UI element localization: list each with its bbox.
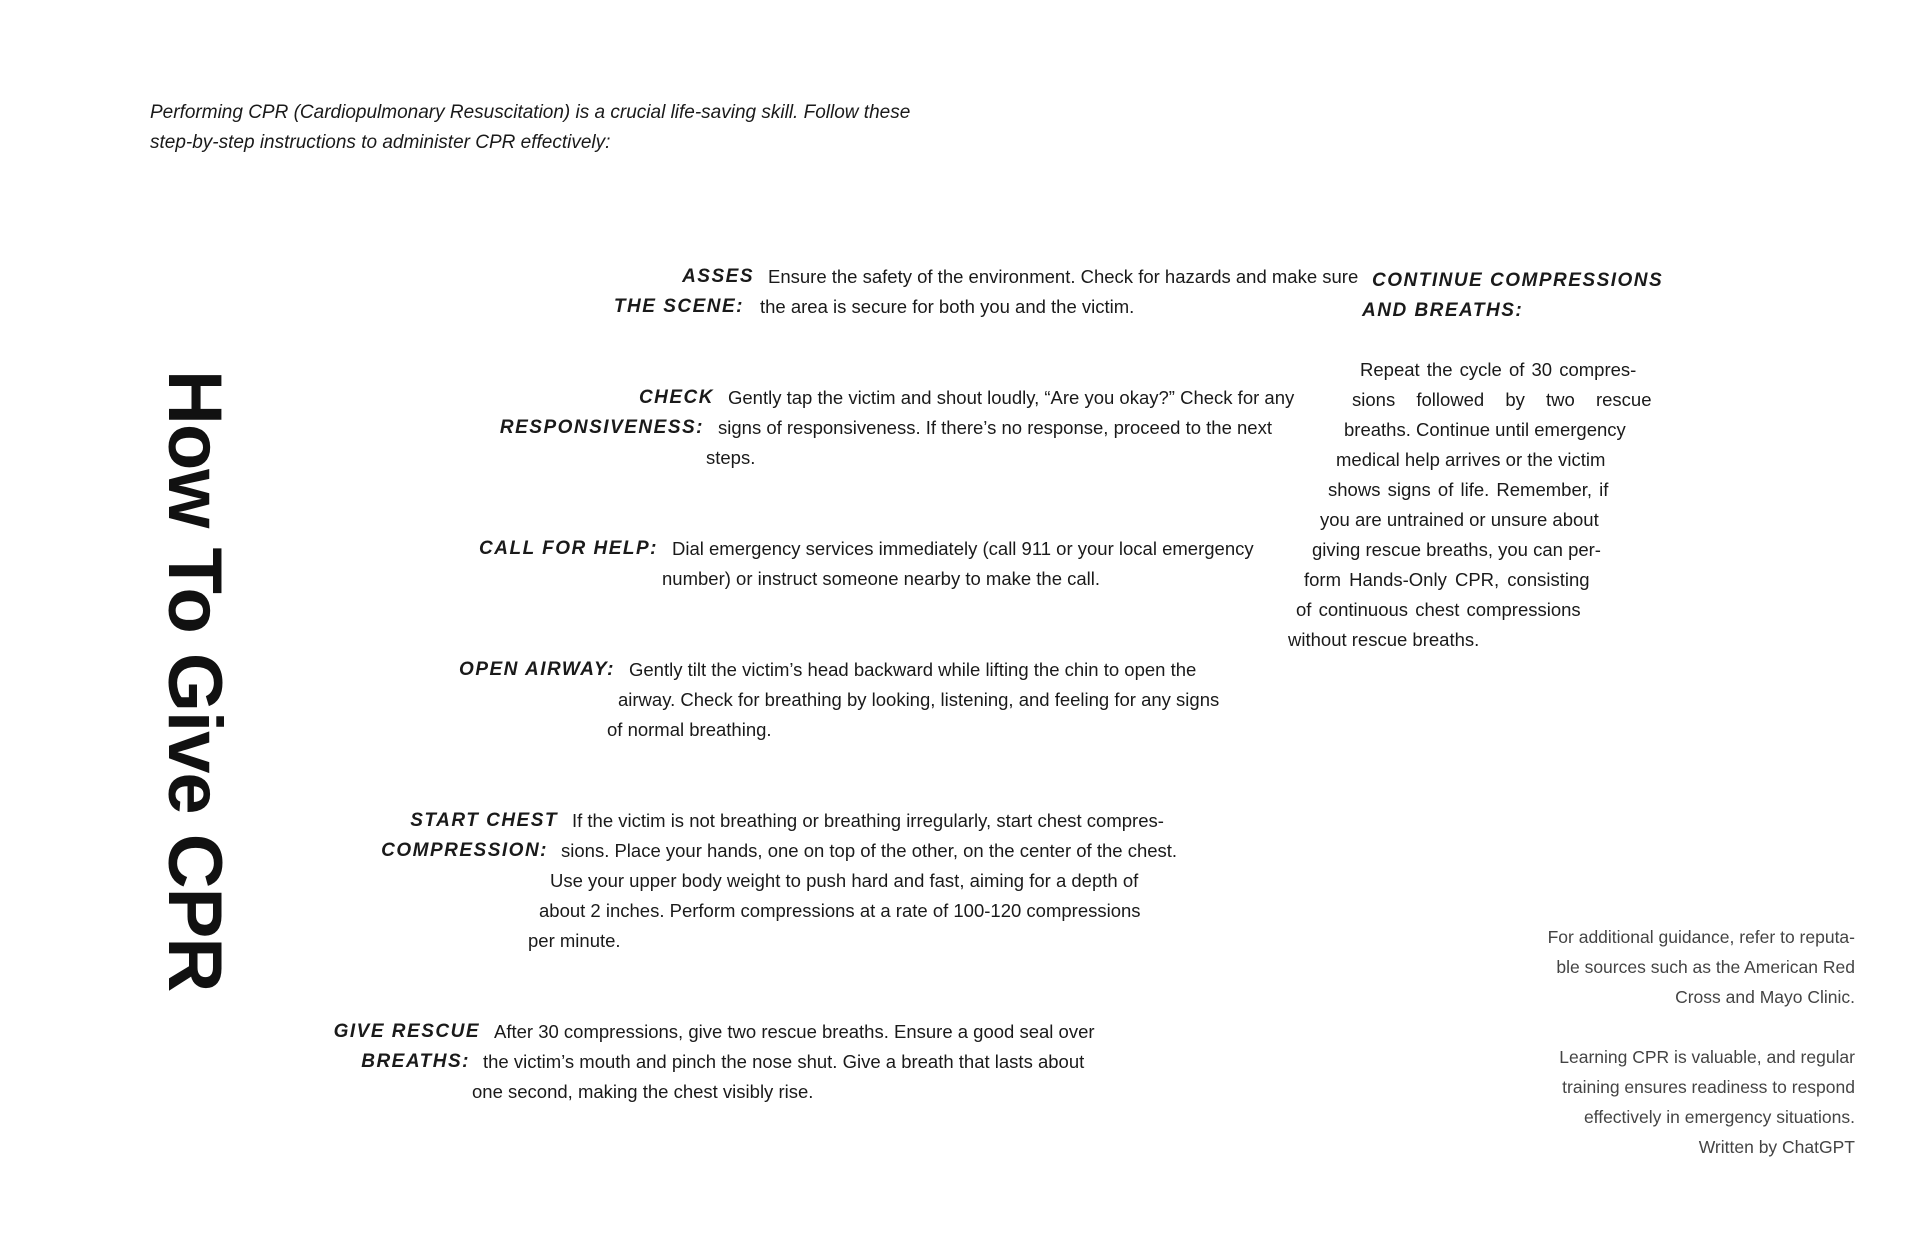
step-label-line: OPEN AIRWAY: xyxy=(459,659,615,680)
step-body xyxy=(662,534,1254,594)
continue-body-line: without rescue breaths. xyxy=(1288,629,1480,650)
step-label-line: COMPRESSION: xyxy=(381,840,548,861)
intro-text xyxy=(150,98,940,158)
step-label-line: ASSES xyxy=(682,266,754,287)
step-body xyxy=(607,655,1220,745)
step-body-line: Use your upper body weight to push hard and fast, aiming for a depth of xyxy=(550,870,1139,891)
step-label xyxy=(381,806,558,866)
continue-body-line: Repeat the cycle of 30 compres- xyxy=(1360,359,1637,380)
step-give-rescue-breaths xyxy=(333,1017,1095,1107)
step-body-line: one second, making the chest visibly rise. xyxy=(472,1081,814,1102)
step-body xyxy=(472,1017,1095,1107)
step-body-line: Gently tilt the victim’s head backward while lifting the chin to open the xyxy=(629,659,1197,680)
step-body xyxy=(760,262,1359,322)
step-label-line: CALL FOR HELP: xyxy=(479,538,658,559)
note-line: ble sources such as the American Red xyxy=(1556,957,1855,977)
step-body-line: number) or instruct someone nearby to make the call. xyxy=(662,568,1101,589)
step-open-airway xyxy=(459,655,1220,745)
note-line: training ensures readiness to respond xyxy=(1562,1077,1855,1097)
continue-body-line: form Hands-Only CPR, consisting xyxy=(1304,569,1590,590)
step-body-line: airway. Check for breathing by looking, listening, and feeling for any signs xyxy=(618,689,1220,710)
step-label xyxy=(459,655,615,685)
step-label-line: START CHEST xyxy=(410,810,558,831)
step-body-line: signs of responsiveness. If there’s no response, proceed to the next xyxy=(718,417,1272,438)
step-label xyxy=(614,262,754,322)
footer-note xyxy=(1435,922,1855,1162)
step-body-line: If the victim is not breathing or breathing irregularly, start chest compres- xyxy=(572,810,1164,831)
intro-line: step-by-step instructions to administer CPR effectively: xyxy=(150,132,611,153)
step-label xyxy=(479,534,658,564)
note-line: effectively in emergency situations. xyxy=(1583,1107,1855,1127)
step-start-chest-compression xyxy=(381,806,1178,956)
continue-body-line: sions followed by two rescue xyxy=(1352,389,1652,410)
continue-body-line: medical help arrives or the victim xyxy=(1336,449,1606,470)
step-label-line: RESPONSIVENESS: xyxy=(499,417,704,438)
step-call-for-help xyxy=(479,534,1254,594)
note-line: Learning CPR is valuable, and regular xyxy=(1559,1047,1855,1067)
step-body-line: the area is secure for both you and the victim. xyxy=(760,296,1135,317)
step-body-line: the victim’s mouth and pinch the nose shut. Give a breath that lasts about xyxy=(483,1051,1085,1072)
note-line: Cross and Mayo Clinic. xyxy=(1675,987,1855,1007)
step-body-line: Dial emergency services immediately (call 911 or your local emergency xyxy=(672,538,1254,559)
step-label xyxy=(334,1017,480,1077)
step-check-responsiveness xyxy=(499,383,1295,473)
note-gap xyxy=(1435,1012,1855,1042)
step-label xyxy=(500,383,714,443)
continue-body-line: you are untrained or unsure about xyxy=(1320,509,1599,530)
continue-body-line: shows signs of life. Remember, if xyxy=(1328,479,1609,500)
continue-body-line: breaths. Continue until emergency xyxy=(1344,419,1626,440)
step-body-line: After 30 compressions, give two rescue breaths. Ensure a good seal over xyxy=(494,1021,1095,1042)
step-body-line: sions. Place your hands, one on top of the other, on the center of the chest. xyxy=(561,840,1178,861)
step-body-line: per minute. xyxy=(528,930,621,951)
step-body-line: Ensure the safety of the environment. Check for hazards and make sure xyxy=(768,266,1359,287)
continue-label xyxy=(1362,266,1664,326)
continue-body-line: of continuous chest compressions xyxy=(1296,599,1581,620)
continue-label-line: AND BREATHS: xyxy=(1362,300,1524,321)
step-body-line: about 2 inches. Perform compressions at a rate of 100-120 compressions xyxy=(539,900,1141,921)
continue-label-line: CONTINUE COMPRESSIONS xyxy=(1372,270,1664,291)
continue-body-line: giving rescue breaths, you can per- xyxy=(1312,539,1601,560)
step-label-line: GIVE RESCUE xyxy=(333,1021,480,1042)
continue-body xyxy=(1270,355,1670,655)
step-label-line: CHECK xyxy=(638,387,714,408)
step-label-line: BREATHS: xyxy=(361,1051,470,1072)
intro-line: Performing CPR (Cardiopulmonary Resuscitation) is a crucial life-saving skill. Follow these xyxy=(150,102,911,123)
step-body xyxy=(528,806,1178,956)
page-title: How To Give CPR xyxy=(152,370,237,992)
step-body-line: Gently tap the victim and shout loudly, “Are you okay?” Check for any xyxy=(728,387,1295,408)
step-body xyxy=(706,383,1295,473)
author-credit: Written by ChatGPT xyxy=(1698,1137,1855,1157)
step-body-line: steps. xyxy=(706,447,756,468)
step-assess-scene xyxy=(613,262,1359,322)
note-line: For additional guidance, refer to reputa- xyxy=(1547,927,1855,947)
step-body-line: of normal breathing. xyxy=(607,719,772,740)
step-label-line: THE SCENE: xyxy=(613,296,744,317)
